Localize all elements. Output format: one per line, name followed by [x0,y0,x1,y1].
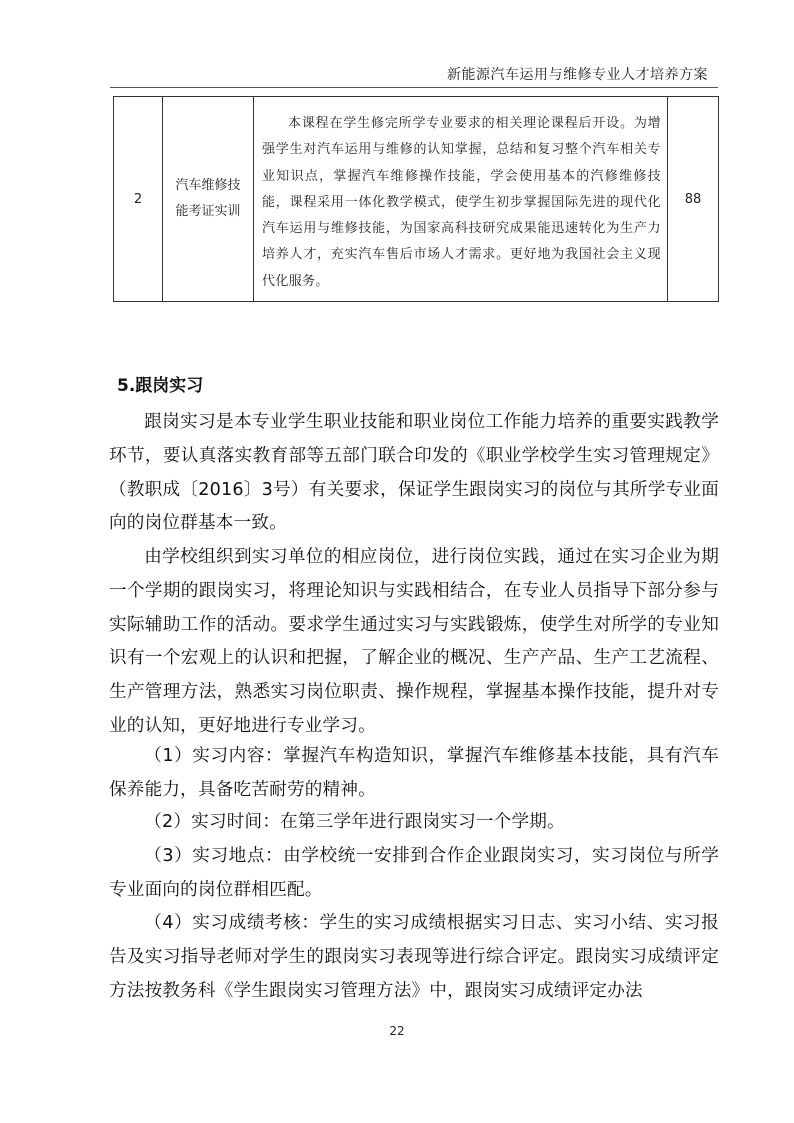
running-header: 新能源汽车运用与维修专业人才培养方案 [447,67,708,83]
paragraph-location: （3）实习地点：由学校统一安排到合作企业跟岗实习，实习岗位与所学专业面向的岗位群相匹配。 [109,846,719,900]
paragraph-intro: 跟岗实习是本专业学生职业技能和职业岗位工作能力培养的重要实践教学环节，要认真落实教育部等五部门联合印发的《职业学校学生实习管理规定》（教职成〔2016〕3号）有关要求，保证学生跟岗实习的岗位与其所学专业面向的岗位群基本一致。 [109,412,719,534]
course-table [113,96,719,302]
paragraph-assessment: （4）实习成绩考核：学生的实习成绩根据实习日志、实习小结、实习报告及实习指导老师对学生的跟岗实习表现等进行综合评定。跟岗实习成绩评定方法按教务科《学生跟岗实习管理方法》中，跟岗实习成绩评定办法 [109,913,719,1001]
course-hours-cell: 88 [668,97,719,302]
course-name-line2: 能考证实训 [175,204,241,220]
course-number-cell: 2 [114,97,163,302]
course-name-line1: 汽车维修技 [175,178,241,194]
header-divider [110,87,718,88]
paragraph-process: 由学校组织到实习单位的相应岗位，进行岗位实践，通过在实习企业为期一个学期的跟岗实习，将理论知识与实践相结合，在专业人员指导下部分参与实际辅助工作的活动。要求学生通过实习与实践锻炼，使学生对所学的专业知识有一个宏观上的认识和把握，了解企业的概况、生产产品、生产工艺流程、生产管理方法，熟悉实习岗位职责、操作规程，掌握基本操作技能，提升对专业的认知，更好地进行专业学习。 [109,547,719,736]
course-description-cell: 本课程在学生修完所学专业要求的相关理论课程后开设。为增强学生对汽车运用与维修的认知掌握，总结和复习整个汽车相关专业知识点，掌握汽车维修操作技能，学会使用基本的汽修维修技能，课程采用一体化教学模式，使学生初步掌握国际先进的现代化汽车运用与维修技能，为国家高科技研究成果能迅速转化为生产力培养人才，充实汽车售后市场人才需求。更好地为我国社会主义现代化服务。 [254,97,668,302]
page-number: 22 [389,1024,405,1038]
paragraph-content: （1）实习内容：掌握汽车构造知识，掌握汽车维修基本技能，具有汽车保养能力，具备吃苦耐劳的精神。 [109,746,719,800]
paragraph-time: （2）实习时间：在第三学年进行跟岗实习一个学期。 [144,812,565,832]
table-row [114,97,719,302]
course-name-cell [163,97,254,302]
section-heading: 5.跟岗实习 [117,376,204,396]
